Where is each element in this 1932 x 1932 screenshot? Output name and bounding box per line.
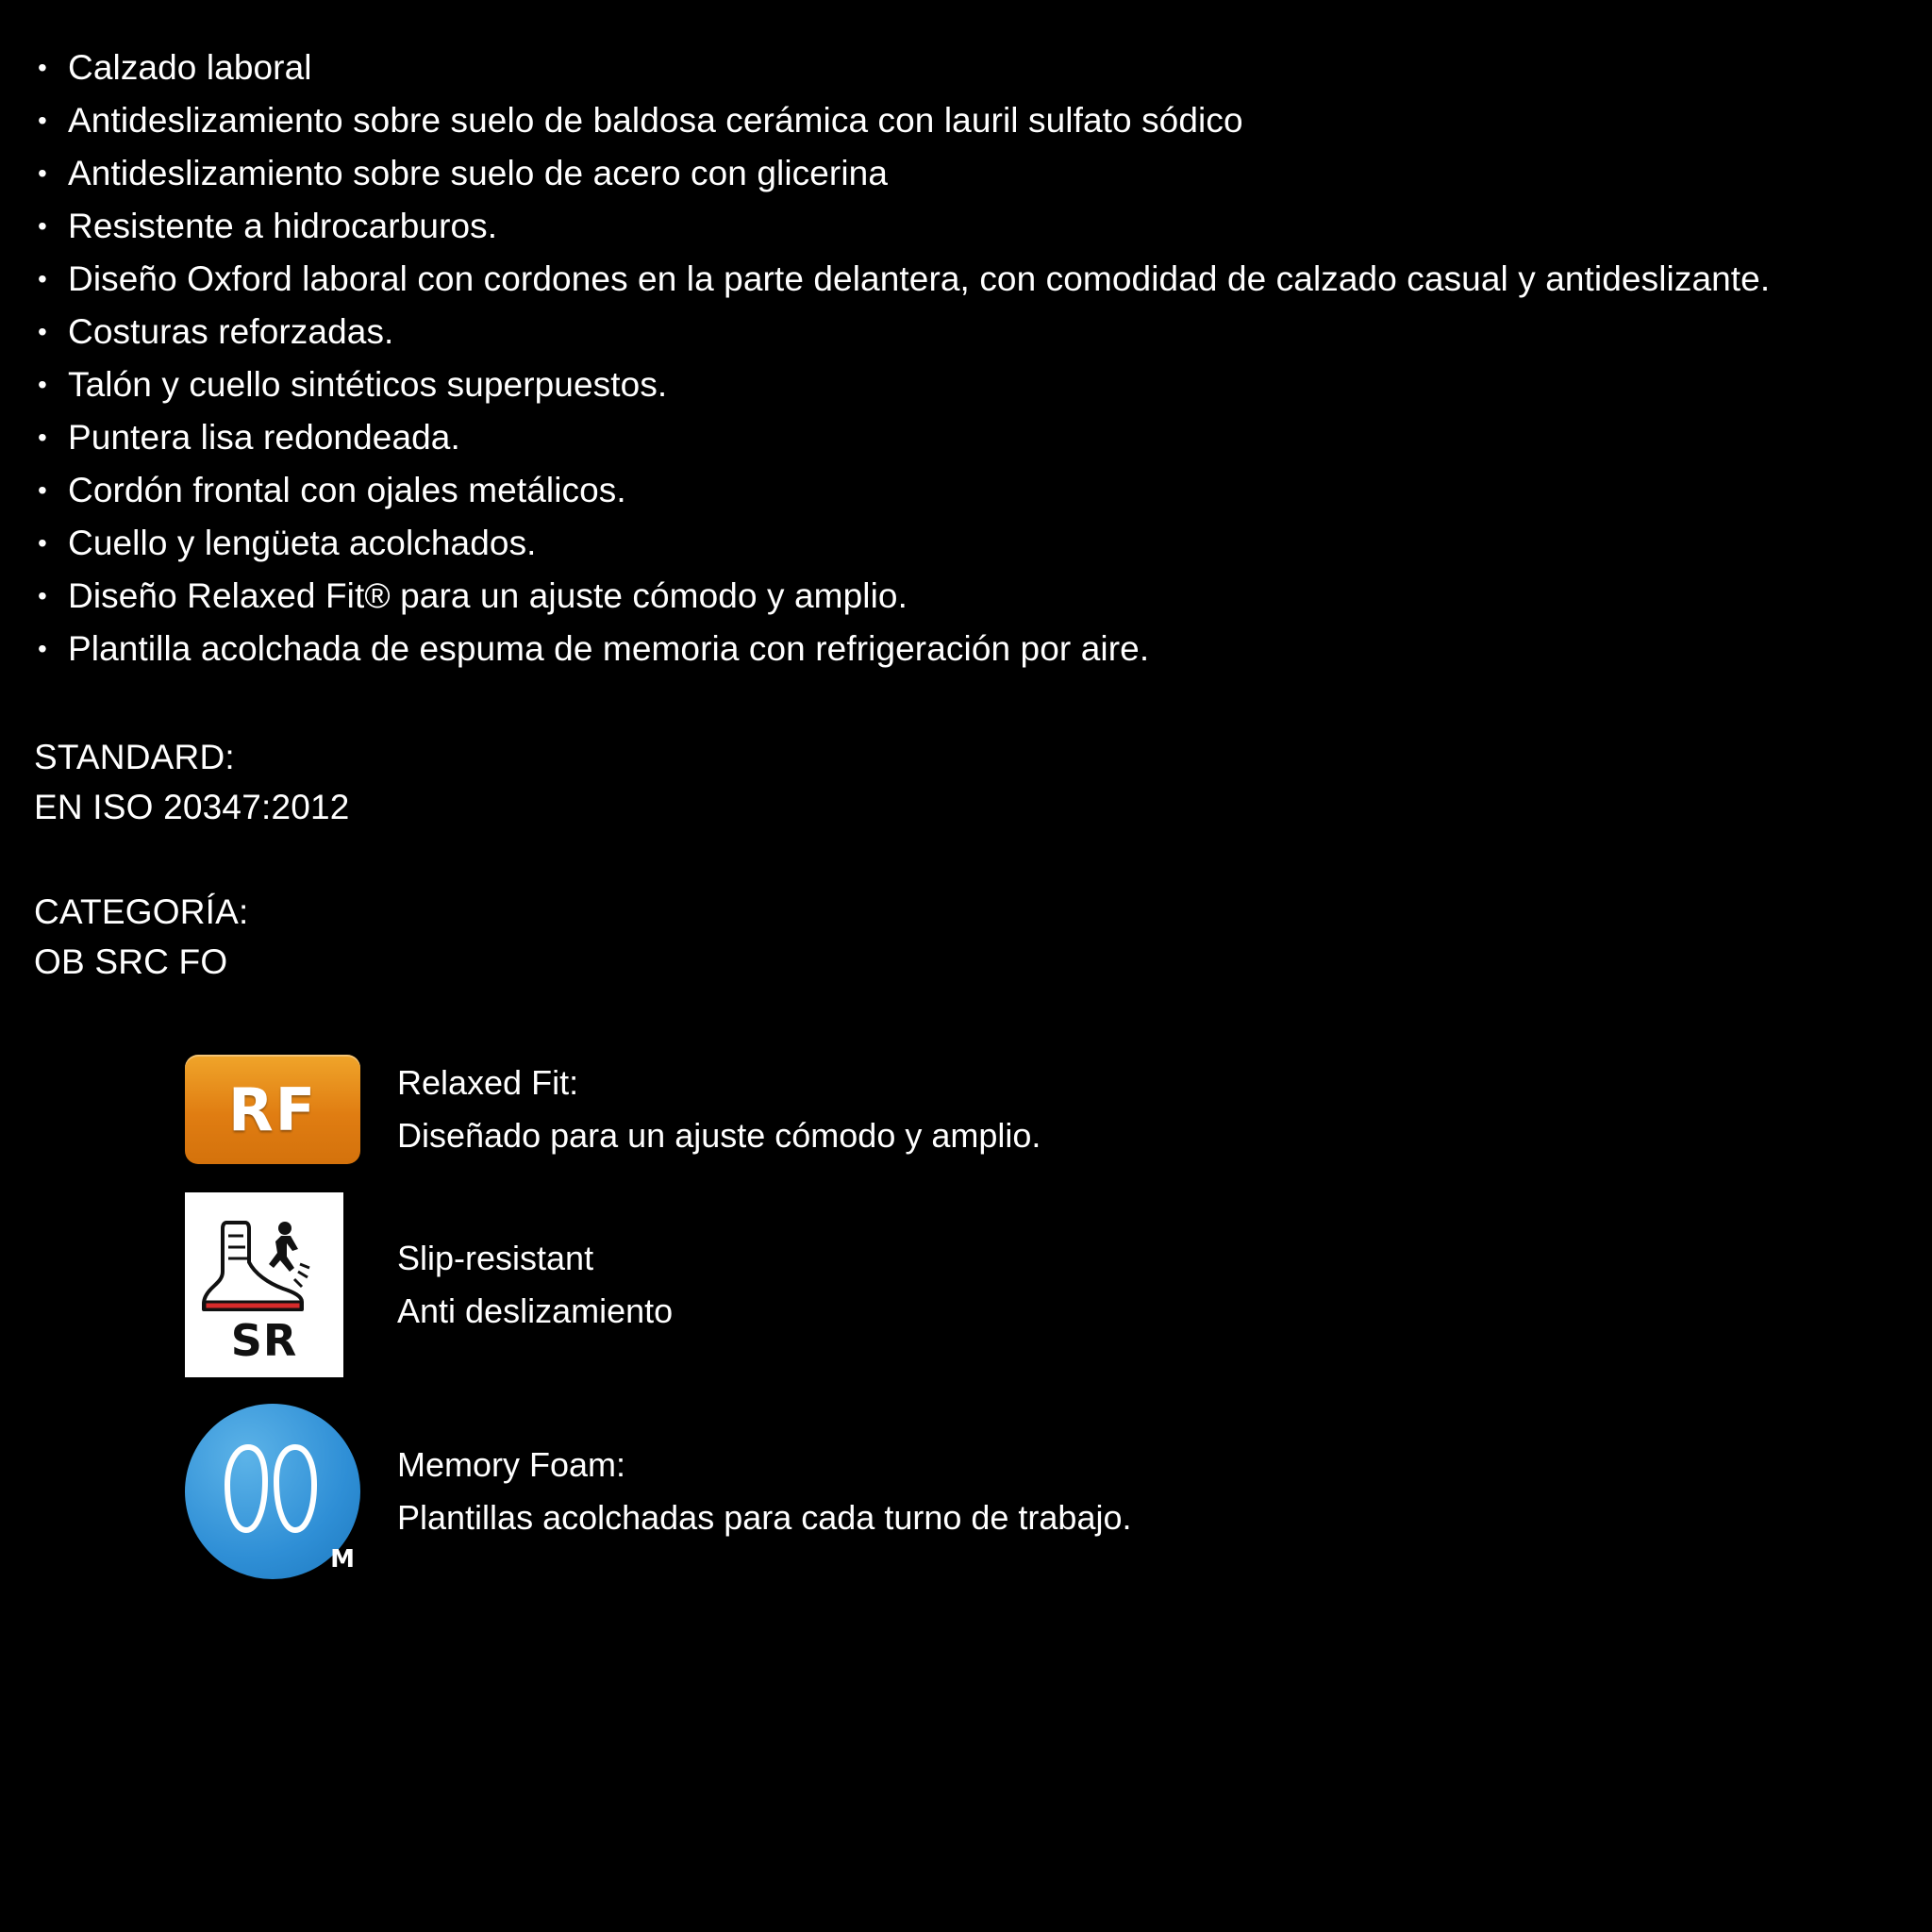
relaxed-fit-icon bbox=[185, 1055, 378, 1164]
rf-badge bbox=[185, 1055, 360, 1164]
list-item: • Diseño Relaxed Fit® para un ajuste cómodo y amplio. bbox=[34, 570, 1889, 623]
list-item: • Antideslizamiento sobre suelo de baldosa cerámica con lauril sulfato sódico bbox=[34, 94, 1889, 147]
feature-icon-row-memory-foam bbox=[185, 1404, 1894, 1579]
feature-icon-row-slip-resistant bbox=[185, 1192, 1894, 1377]
slip-resistant-description: Anti deslizamiento bbox=[397, 1291, 674, 1330]
list-item: • Calzado laboral bbox=[34, 42, 1889, 94]
list-item: • Cordón frontal con ojales metálicos. bbox=[34, 464, 1889, 517]
footprints-graphic bbox=[216, 1440, 329, 1543]
slip-resistant-icon bbox=[185, 1192, 378, 1377]
feature-icon-row-relaxed-fit bbox=[185, 1053, 1894, 1166]
list-item: • Antideslizamiento sobre suelo de acero con glicerina bbox=[34, 147, 1889, 200]
category-label: CATEGORÍA: bbox=[34, 892, 249, 931]
slipping-person-graphic bbox=[269, 1222, 298, 1272]
list-item: • Puntera lisa redondeada. bbox=[34, 411, 1889, 464]
standard-block bbox=[34, 732, 1894, 832]
slip-resistant-texts bbox=[378, 1232, 673, 1338]
sr-badge bbox=[185, 1192, 343, 1377]
standard-value: EN ISO 20347:2012 bbox=[34, 788, 350, 826]
sr-badge-label: SR bbox=[230, 1315, 298, 1366]
list-item: • Diseño Oxford laboral con cordones en la parte delantera, con comodidad de calzado casual y antideslizante. bbox=[34, 253, 1889, 306]
mf-badge bbox=[185, 1404, 360, 1579]
feature-list bbox=[34, 42, 1894, 675]
list-item: • Costuras reforzadas. bbox=[34, 306, 1889, 358]
rf-badge-label: RF bbox=[227, 1074, 318, 1144]
category-value: OB SRC FO bbox=[34, 942, 228, 981]
list-item: • Cuello y lengüeta acolchados. bbox=[34, 517, 1889, 570]
list-item: • Talón y cuello sintéticos superpuestos. bbox=[34, 358, 1889, 411]
memory-foam-icon bbox=[185, 1404, 378, 1579]
feature-icon-list bbox=[34, 1053, 1894, 1579]
list-item: • Plantilla acolchada de espuma de memoria con refrigeración por aire. bbox=[34, 623, 1889, 675]
relaxed-fit-title: Relaxed Fit: bbox=[397, 1063, 579, 1102]
relaxed-fit-texts bbox=[378, 1057, 1041, 1162]
boot-graphic bbox=[200, 1213, 317, 1317]
motion-lines bbox=[294, 1264, 309, 1287]
mf-badge-label: M bbox=[330, 1545, 355, 1574]
relaxed-fit-description: Diseñado para un ajuste cómodo y amplio. bbox=[397, 1116, 1041, 1155]
slip-resistant-title: Slip-resistant bbox=[397, 1239, 594, 1277]
category-block bbox=[34, 887, 1894, 987]
list-item: • Resistente a hidrocarburos. bbox=[34, 200, 1889, 253]
memory-foam-title: Memory Foam: bbox=[397, 1445, 626, 1484]
standard-label: STANDARD: bbox=[34, 738, 235, 776]
memory-foam-texts bbox=[378, 1439, 1132, 1544]
memory-foam-description: Plantillas acolchadas para cada turno de trabajo. bbox=[397, 1498, 1132, 1537]
